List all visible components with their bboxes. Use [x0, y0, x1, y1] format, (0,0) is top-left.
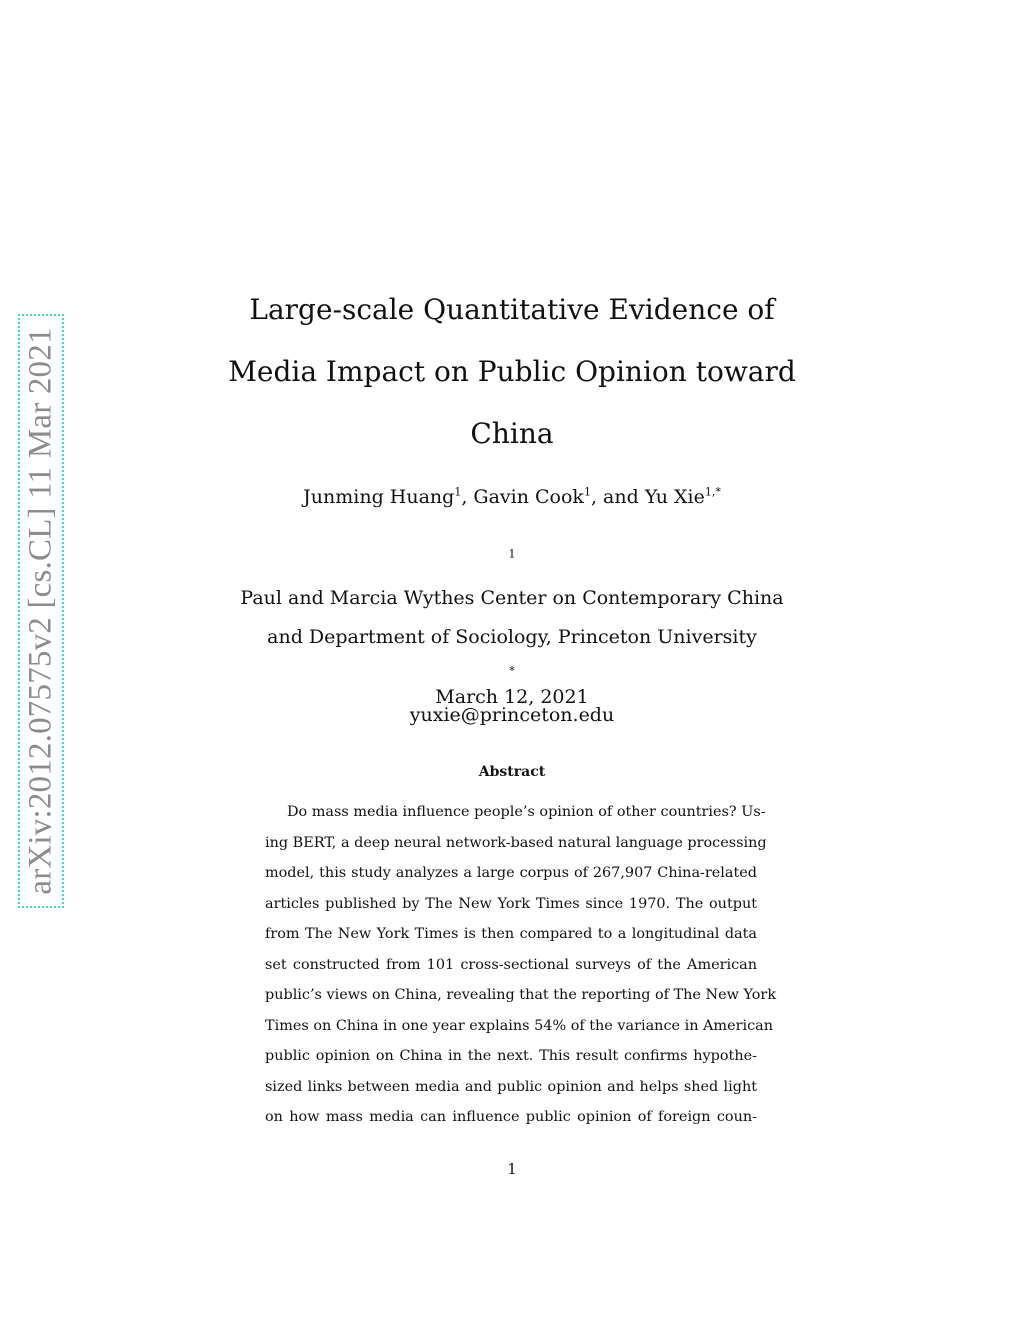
abstract-line: public’s views on China, revealing that the reporting of The New York [265, 987, 777, 1003]
affiliation-line-1 [200, 540, 824, 618]
abstract-line: sized links between media and public opinion and helps shed light [265, 1078, 757, 1095]
author-affiliation-mark: 1,* [704, 485, 721, 499]
abstract-line: public opinion on China in the next. This result confirms hypothe- [265, 1048, 757, 1064]
author-separator: , and [590, 486, 645, 508]
title-line-3: China [470, 417, 554, 450]
abstract-line: from The New York Times is then compared to a longitudinal data [265, 926, 757, 942]
publication-date: March 12, 2021 [435, 686, 589, 708]
author-affiliation-mark: 1 [454, 485, 462, 499]
affiliation-text: Paul and Marcia Wythes Center on Contemporary China [240, 587, 784, 609]
arxiv-stamp-frame [18, 314, 64, 908]
affiliation-line-2: and Department of Sociology, Princeton University [267, 626, 757, 648]
arxiv-identifier[interactable]: arXiv:2012.07575v2 [cs.CL] 11 Mar 2021 [22, 327, 59, 895]
abstract-heading: Abstract [478, 764, 546, 780]
abstract-body [265, 797, 777, 1133]
author-name: Yu Xie [644, 486, 705, 508]
abstract-line: set constructed from 101 cross-sectional surveys of the American [265, 956, 757, 973]
abstract-line: Times on China in one year explains 54% of the variance in American [265, 1017, 773, 1034]
author-list [200, 486, 824, 508]
author-name: Gavin Cook [473, 486, 584, 508]
abstract-line: articles published by The New York Times since 1970. The output [265, 895, 757, 912]
email-address[interactable]: yuxie@princeton.edu [409, 704, 615, 726]
author-separator: , [461, 486, 474, 508]
title-line-1: Large-scale Quantitative Evidence of [249, 293, 775, 326]
author-name: Junming Huang [303, 486, 455, 508]
abstract-line: ing BERT, a deep neural network-based natural language processing [265, 834, 767, 851]
page-number: 1 [507, 1160, 517, 1178]
corresponding-mark: * [509, 664, 515, 678]
abstract-line: Do mass media influence people’s opinion of other countries? Us- [287, 804, 766, 820]
author-affiliation-mark: 1 [583, 485, 591, 499]
affiliation-mark: 1 [508, 547, 516, 561]
abstract-line: on how mass media can influence public opinion of foreign coun- [265, 1109, 757, 1125]
abstract-line: model, this study analyzes a large corpus of 267,907 China-related [265, 865, 757, 881]
paper-title [200, 279, 824, 465]
title-line-2: Media Impact on Public Opinion toward [228, 355, 796, 388]
